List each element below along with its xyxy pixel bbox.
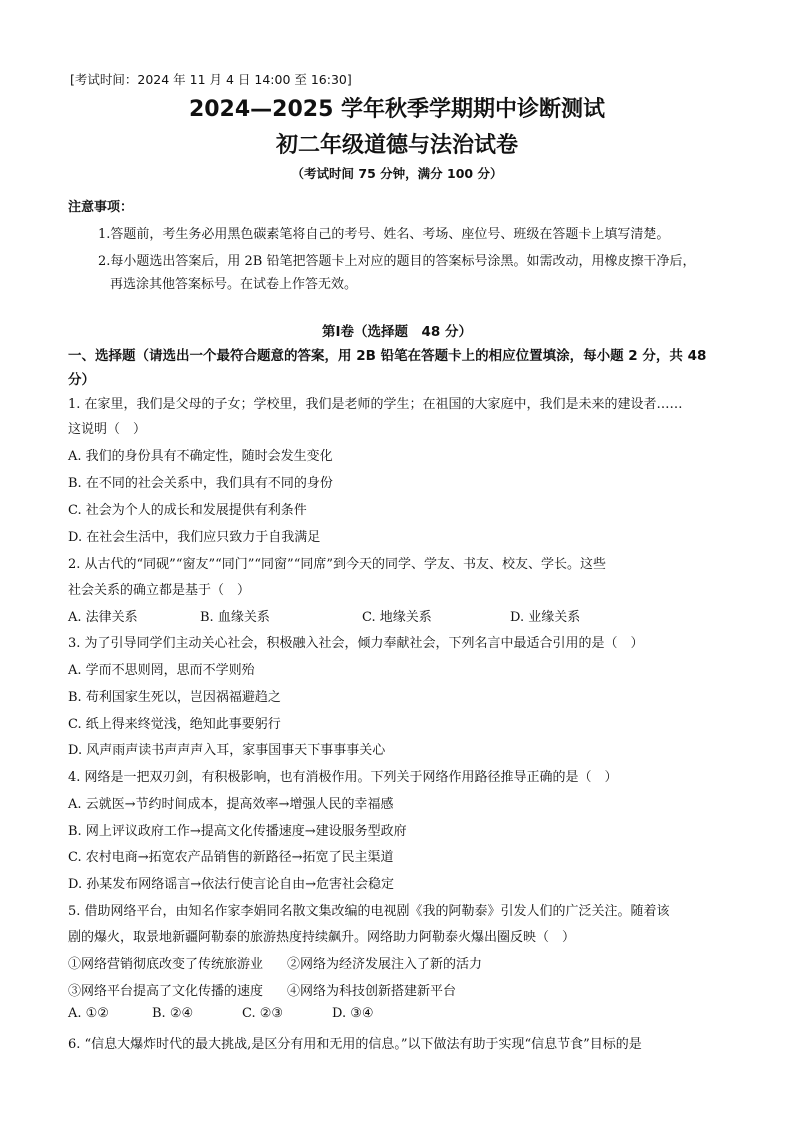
option-d: D. 孙某发布网络谣言→依法行使言论自由→危害社会稳定 [68, 877, 395, 892]
note-item: 1.答题前，考生务必用黑色碳素笔将自己的考号、姓名、考场、座位号、班级在答题卡上填写清楚。 [98, 227, 670, 242]
note-item: 再选涂其他答案标号。在试卷上作答无效。 [110, 277, 358, 292]
option-c: C. 地缘关系 [362, 610, 432, 625]
section-heading: 第Ⅰ卷（选择题 48 分） [321, 324, 472, 340]
exam-subject-title: 初二年级道德与法治试卷 [275, 133, 518, 158]
exam-duration-note: （考试时间 75 分钟，满分 100 分） [291, 166, 503, 181]
exam-time-note: [考试时间：2024 年 11 月 4 日 14:00 至 16:30] [70, 72, 352, 87]
option-a: A. 法律关系 [68, 610, 138, 625]
note-item: 2.每小题选出答案后，用 2B 铅笔把答题卡上对应的题目的答案标号涂黑。如需改动，用橡皮擦干净后， [98, 254, 696, 269]
question-stem: 社会关系的确立都是基于（ ） [68, 583, 251, 598]
statement-1: ①网络营销彻底改变了传统旅游业 [68, 957, 264, 972]
option-a: A. ①② [68, 1006, 109, 1021]
option-c: C. 社会为个人的成长和发展提供有利条件 [68, 503, 307, 518]
statement-4: ④网络为科技创新搭建新平台 [287, 984, 457, 999]
option-a: A. 云就医→节约时间成本，提高效率→增强人民的幸福感 [68, 797, 394, 812]
option-b: B. ②④ [152, 1006, 194, 1021]
option-d: D. 在社会生活中，我们应只致力于自我满足 [68, 530, 321, 545]
option-b: B. 血缘关系 [200, 610, 270, 625]
option-c: C. ②③ [242, 1006, 284, 1021]
question-stem: 3. 为了引导同学们主动关心社会，积极融入社会，倾力奉献社会，下列名言中最适合引用的是（ ） [68, 636, 644, 651]
option-a: A. 我们的身份具有不确定性，随时会发生变化 [68, 449, 333, 464]
option-a: A. 学而不思则罔，思而不学则殆 [68, 663, 255, 678]
section-instruction: 一、选择题（请选出一个最符合题意的答案，用 2B 铅笔在答题卡上的相应位置填涂，每小题 2 分，共 48 分） [68, 348, 707, 388]
question-stem: 6. “信息大爆炸时代的最大挑战,是区分有用和无用的信息。”以下做法有助于实现“信息节食”目标的是 [68, 1037, 642, 1052]
question-stem: 4. 网络是一把双刃剑，有积极影响，也有消极作用。下列关于网络作用路径推导正确的是（ ） [68, 770, 618, 785]
option-d: D. 业缘关系 [510, 610, 581, 625]
notes-title: 注意事项： [68, 200, 134, 215]
question-stem: 1. 在家里，我们是父母的子女；学校里，我们是老师的学生；在祖国的大家庭中，我们是未来的建设者…… [68, 397, 683, 412]
statement-3: ③网络平台提高了文化传播的速度 [68, 984, 264, 999]
question-stem: 2. 从古代的“同砚”“窗友”“同门”“同窗”“同席”到今天的同学、学友、书友、校友、学长。这些 [68, 557, 606, 572]
question-stem: 剧的爆火，取景地新疆阿勒泰的旅游热度持续飙升。网络助力阿勒泰火爆出圈反映（ ） [68, 930, 576, 945]
option-d: D. ③④ [332, 1006, 374, 1021]
question-stem: 这说明（ ） [68, 422, 147, 437]
option-d: D. 风声雨声读书声声声入耳，家事国事天下事事事关心 [68, 743, 386, 758]
option-c: C. 农村电商→拓宽农产品销售的新路径→拓宽了民主渠道 [68, 850, 394, 865]
exam-title: 2024—2025 学年秋季学期期中诊断测试 [188, 97, 606, 122]
option-b: B. 苟利国家生死以，岂因祸福避趋之 [68, 690, 281, 705]
option-b: B. 网上评议政府工作→提高文化传播速度→建设服务型政府 [68, 824, 407, 839]
option-c: C. 纸上得来终觉浅，绝知此事要躬行 [68, 717, 281, 732]
statement-2: ②网络为经济发展注入了新的活力 [287, 957, 483, 972]
option-b: B. 在不同的社会关系中，我们具有不同的身份 [68, 476, 333, 491]
question-stem: 5. 借助网络平台，由知名作家李娟同名散文集改编的电视剧《我的阿勒泰》引发人们的广泛关注。随着该 [68, 904, 670, 919]
